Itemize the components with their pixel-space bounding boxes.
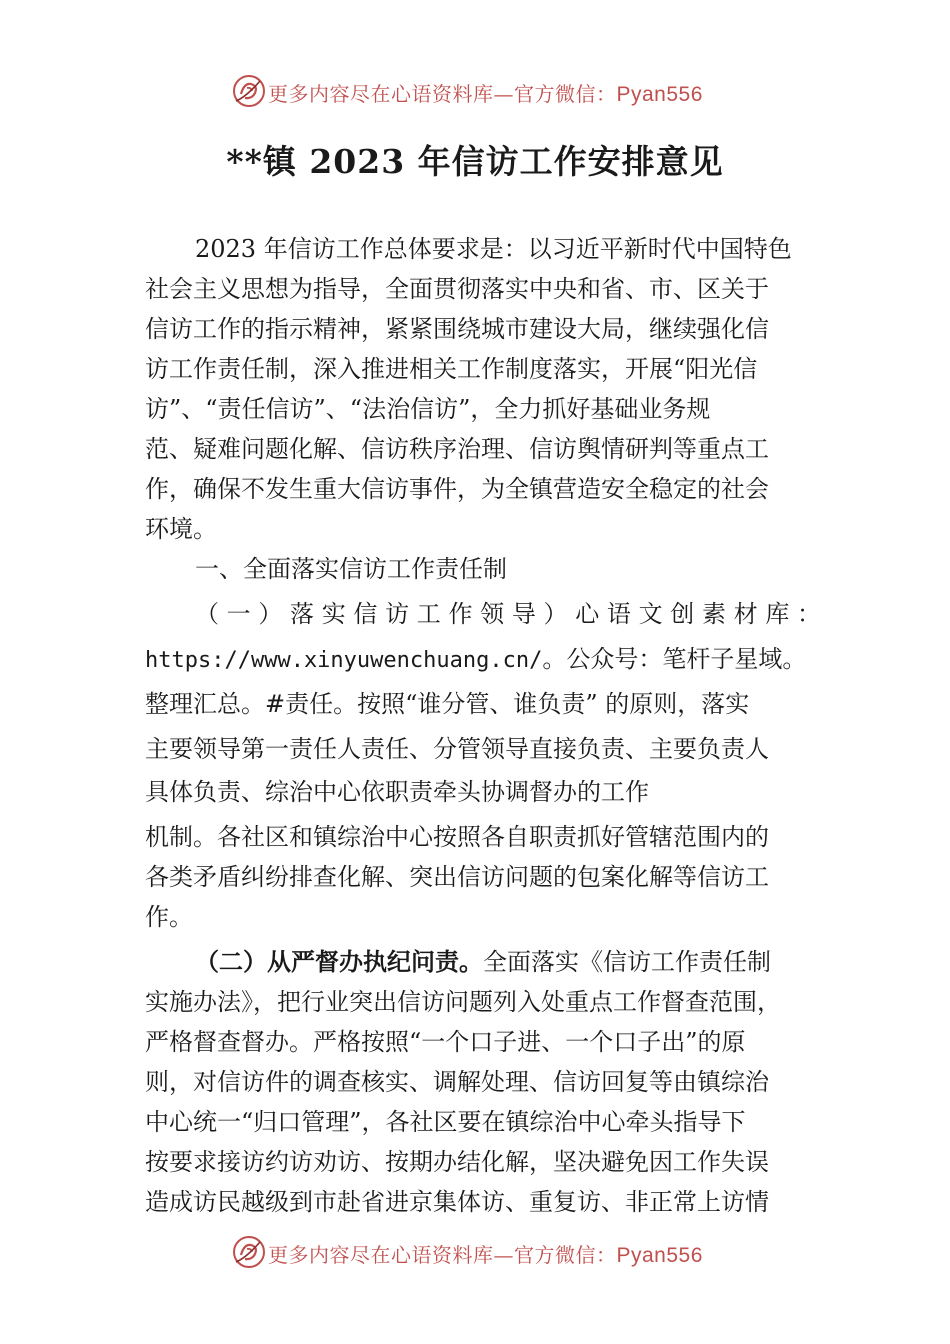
watermark-text bbox=[268, 1239, 703, 1268]
paragraph-line: 范、疑难问题化解、信访秩序治理、信访舆情研判等重点工 bbox=[145, 435, 769, 463]
document-title: **镇 2023 年信访工作安排意见 bbox=[226, 142, 724, 181]
watermark-text bbox=[268, 78, 703, 107]
subsection-line: 严格督查督办。严格按照“一个口子进、一个口子出”的原 bbox=[145, 1028, 746, 1056]
paragraph-line: 社会主义思想为指导，全面贯彻落实中央和省、市、区关于 bbox=[145, 275, 769, 303]
paragraph-line: 环境。 bbox=[145, 515, 217, 543]
watermark-code: Pyan556 bbox=[616, 1244, 703, 1267]
watermark-code: Pyan556 bbox=[616, 83, 703, 106]
source-url: https://www.xinyuwenchuang.cn/ bbox=[145, 648, 543, 673]
subsection-line bbox=[195, 942, 771, 977]
subsection-line: 造成访民越级到市赴省进京集体访、重复访、非正常上访情 bbox=[145, 1188, 769, 1216]
subsection-line: 具体负责、综治中心依职责牵头协调督办的工作 bbox=[145, 778, 649, 806]
subsection-text: 全面落实《信访工作责任制 bbox=[483, 948, 771, 976]
subsection-line: 则，对信访件的调查核实、调解处理、信访回复等由镇综治 bbox=[145, 1068, 769, 1096]
subsection-line: 作。 bbox=[145, 903, 193, 931]
subsection-line: 中心统一“归口管理”，各社区要在镇综治中心牵头指导下 bbox=[145, 1108, 746, 1136]
watermark-footer bbox=[0, 1233, 950, 1273]
paragraph-line: 访”、“责任信访”、“法治信访”，全力抓好基础业务规 bbox=[145, 395, 711, 423]
rose-logo-icon bbox=[232, 74, 266, 108]
subsection-line: 各类矛盾纠纷排查化解、突出信访问题的包案化解等信访工 bbox=[145, 863, 769, 891]
subsection-line: （一）落实信访工作领导）心语文创素材库： bbox=[195, 600, 821, 628]
paragraph-line: 作，确保不发生重大信访事件，为全镇营造安全稳定的社会 bbox=[145, 475, 769, 503]
subsection-line: 整理汇总。#责任。按照“谁分管、谁负责” 的原则，落实 bbox=[145, 690, 750, 718]
watermark-header bbox=[0, 72, 950, 112]
subsection-line: 主要领导第一责任人责任、分管领导直接负责、主要负责人 bbox=[145, 735, 769, 763]
subsection-heading: （二）从严督办执纪问责。 bbox=[195, 948, 483, 976]
watermark-label: 更多内容尽在心语资料库—官方微信： bbox=[268, 82, 617, 106]
paragraph-line: 2023 年信访工作总体要求是：以习近平新时代中国特色 bbox=[195, 235, 792, 263]
subsection-line: 实施办法》，把行业突出信访问题列入处重点工作督查范围， bbox=[145, 988, 781, 1016]
subsection-text: 。公众号：笔杆子星域。 bbox=[542, 645, 807, 673]
subsection-line bbox=[145, 639, 806, 674]
subsection-line: 按要求接访约访劝访、按期办结化解，坚决避免因工作失误 bbox=[145, 1148, 769, 1176]
section-heading: 一、全面落实信访工作责任制 bbox=[195, 555, 507, 583]
watermark-label: 更多内容尽在心语资料库—官方微信： bbox=[268, 1243, 617, 1267]
paragraph-line: 访工作责任制，深入推进相关工作制度落实，开展“阳光信 bbox=[145, 355, 758, 383]
paragraph-line: 信访工作的指示精神，紧紧围绕城市建设大局，继续强化信 bbox=[145, 315, 769, 343]
rose-logo-icon bbox=[232, 1235, 266, 1269]
subsection-line: 机制。各社区和镇综治中心按照各自职责抓好管辖范围内的 bbox=[145, 823, 769, 851]
